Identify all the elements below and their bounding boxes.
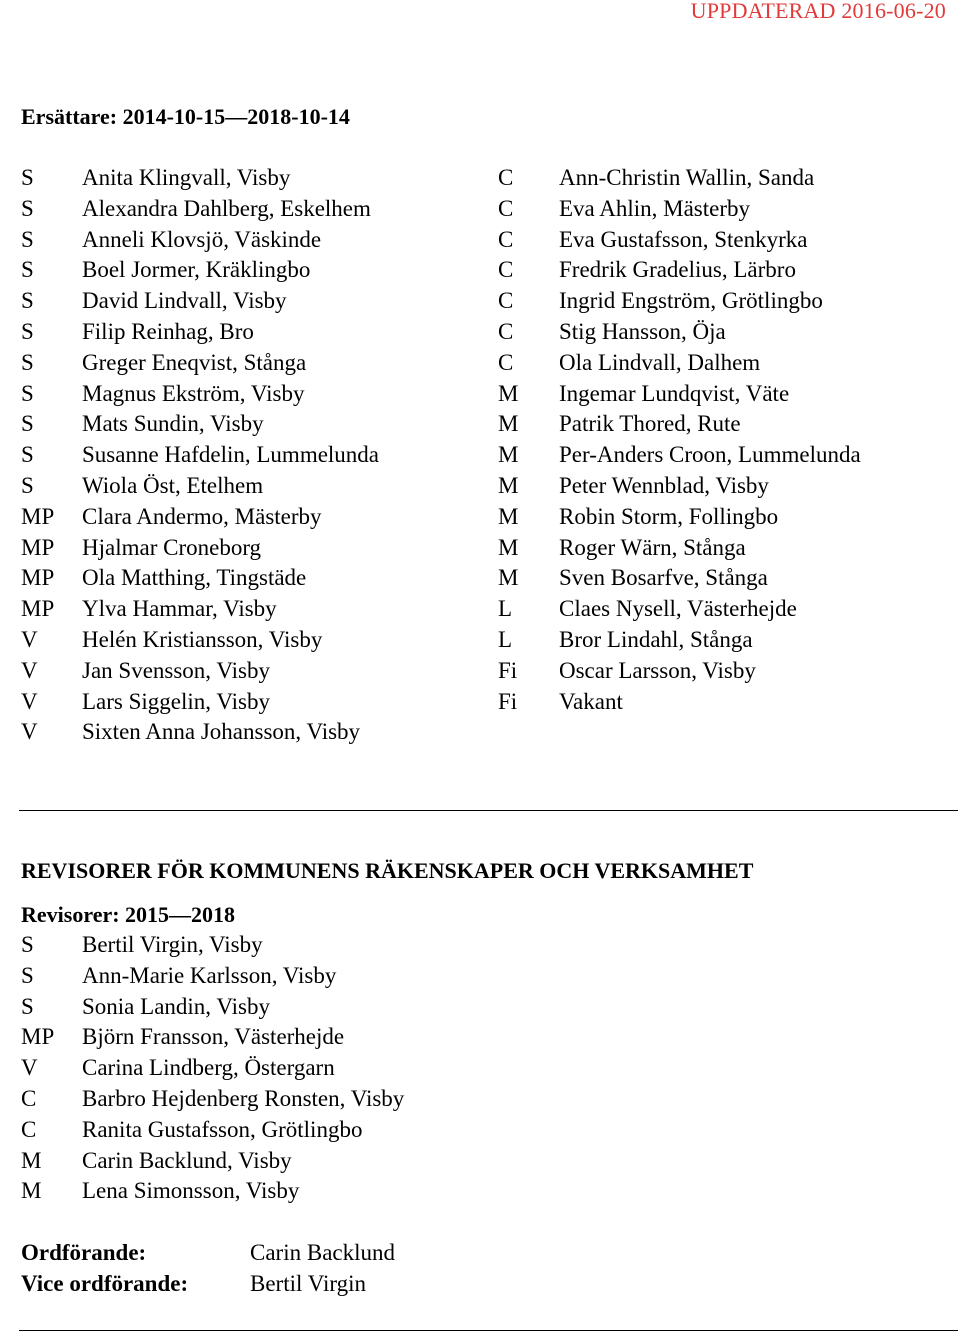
party-code: L [498, 596, 513, 622]
list-item [21, 379, 379, 410]
party-code: C [21, 1116, 37, 1142]
member-name: Peter Wennblad, Visby [559, 472, 769, 498]
party-code: M [21, 1147, 42, 1173]
member-name: Robin Storm, Follingbo [559, 503, 779, 529]
member-name: Anneli Klovsjö, Väskinde [82, 226, 322, 252]
substitutes-right-column [498, 163, 861, 717]
chair-row [21, 1238, 395, 1269]
member-name: Claes Nysell, Västerhejde [559, 596, 797, 622]
list-item [21, 656, 379, 687]
party-code: C [21, 1085, 37, 1111]
list-item [498, 255, 861, 286]
member-name: Hjalmar Croneborg [82, 534, 262, 560]
party-code: M [498, 503, 519, 529]
party-code: C [498, 226, 514, 252]
list-item [21, 1146, 404, 1177]
party-code: S [21, 442, 34, 468]
member-name: Filip Reinhag, Bro [82, 318, 254, 344]
auditor-roles [21, 1238, 395, 1300]
party-code: V [21, 1055, 38, 1081]
party-code: C [498, 288, 514, 314]
member-name: Bror Lindahl, Stånga [559, 626, 753, 652]
list-item [21, 409, 379, 440]
member-name: Ola Lindvall, Dalhem [559, 349, 761, 375]
member-name: Ylva Hammar, Visby [82, 596, 277, 622]
party-code: MP [21, 596, 55, 622]
substitutes-heading: Ersättare: 2014-10-15—2018-10-14 [21, 104, 350, 129]
list-item [21, 687, 379, 718]
party-code: S [21, 411, 34, 437]
member-name: Ola Matthing, Tingstäde [82, 565, 307, 591]
member-name: Barbro Hejdenberg Ronsten, Visby [82, 1085, 405, 1111]
party-code: V [21, 719, 38, 745]
party-code: MP [21, 503, 55, 529]
list-item [498, 471, 861, 502]
list-item [498, 348, 861, 379]
list-item [498, 625, 861, 656]
member-name: Sonia Landin, Visby [82, 993, 270, 1019]
party-code: M [498, 565, 519, 591]
party-code: Fi [498, 688, 518, 714]
auditors-list [21, 930, 404, 1207]
member-name: Ann-Christin Wallin, Sanda [559, 165, 815, 190]
party-code: C [498, 349, 514, 375]
list-item [21, 1115, 404, 1146]
member-name: Greger Eneqvist, Stånga [82, 349, 307, 375]
list-item [498, 409, 861, 440]
list-item [498, 563, 861, 594]
list-item [21, 255, 379, 286]
party-code: S [21, 226, 34, 252]
auditors-heading: REVISORER FÖR KOMMUNENS RÄKENSKAPER OCH VERKSAMHET [21, 858, 754, 883]
member-name: Björn Fransson, Västerhejde [82, 1024, 345, 1050]
substitutes-left-column [21, 163, 379, 748]
member-name: Jan Svensson, Visby [82, 657, 270, 683]
member-name: Helén Kristiansson, Visby [82, 626, 323, 652]
party-code: S [21, 288, 34, 314]
party-code: S [21, 472, 34, 498]
section-divider [19, 810, 958, 811]
list-item [21, 1053, 404, 1084]
list-item [21, 1022, 404, 1053]
list-item [21, 992, 404, 1023]
list-item [21, 563, 379, 594]
party-code: S [21, 349, 34, 375]
member-name: Per-Anders Croon, Lummelunda [559, 442, 861, 468]
member-name: Ann-Marie Karlsson, Visby [82, 962, 337, 988]
party-code: M [498, 380, 519, 406]
party-code: V [21, 626, 38, 652]
member-name: Bertil Virgin, Visby [82, 932, 263, 957]
list-item [21, 1176, 404, 1207]
party-code: M [498, 534, 519, 560]
party-code: M [498, 442, 519, 468]
member-name: Boel Jormer, Kräklingbo [82, 257, 311, 283]
member-name: Roger Wärn, Stånga [559, 534, 746, 560]
list-item [21, 440, 379, 471]
list-item [21, 286, 379, 317]
party-code: V [21, 657, 38, 683]
member-name: Mats Sundin, Visby [82, 411, 264, 437]
party-code: S [21, 257, 34, 283]
vice-chair-row [21, 1269, 395, 1300]
member-name: Carina Lindberg, Östergarn [82, 1055, 335, 1081]
member-name: Anita Klingvall, Visby [82, 165, 291, 190]
member-name: Ingrid Engström, Grötlingbo [559, 288, 823, 314]
list-item [498, 163, 861, 194]
list-item [498, 317, 861, 348]
party-code: M [498, 472, 519, 498]
member-name: Susanne Hafdelin, Lummelunda [82, 442, 380, 468]
party-code: MP [21, 1024, 55, 1050]
list-item [21, 930, 404, 961]
vice-chair-label: Vice ordförande: [21, 1270, 189, 1296]
party-code: MP [21, 565, 55, 591]
member-name: Magnus Ekström, Visby [82, 380, 305, 406]
party-code: S [21, 993, 34, 1019]
list-item [21, 594, 379, 625]
list-item [498, 194, 861, 225]
member-name: Wiola Öst, Etelhem [82, 472, 264, 498]
member-name: Stig Hansson, Öja [559, 318, 726, 344]
member-name: Lars Siggelin, Visby [82, 688, 270, 714]
vice-chair-name: Bertil Virgin [250, 1270, 366, 1296]
party-code: Fi [498, 657, 518, 683]
member-name: Sixten Anna Johansson, Visby [82, 719, 361, 745]
party-code: S [21, 195, 34, 221]
list-item [21, 163, 379, 194]
list-item [498, 225, 861, 256]
party-code: MP [21, 534, 55, 560]
member-name: Clara Andermo, Mästerby [82, 503, 322, 529]
party-code: C [498, 257, 514, 283]
party-code: S [21, 962, 34, 988]
member-name: Fredrik Gradelius, Lärbro [559, 257, 796, 283]
member-name: Vakant [559, 688, 623, 714]
list-item [498, 379, 861, 410]
party-code: C [498, 165, 514, 190]
party-code: C [498, 318, 514, 344]
list-item [21, 317, 379, 348]
party-code: M [21, 1178, 42, 1204]
member-name: Carin Backlund, Visby [82, 1147, 292, 1173]
party-code: M [498, 411, 519, 437]
party-code: S [21, 380, 34, 406]
list-item [21, 194, 379, 225]
updated-date-label: UPPDATERAD 2016-06-20 [690, 0, 946, 23]
member-name: Sven Bosarfve, Stånga [559, 565, 768, 591]
party-code: V [21, 688, 38, 714]
chair-name: Carin Backlund [250, 1240, 395, 1265]
list-item [21, 533, 379, 564]
list-item [21, 717, 379, 748]
list-item [498, 594, 861, 625]
list-item [498, 533, 861, 564]
member-name: Ranita Gustafsson, Grötlingbo [82, 1116, 363, 1142]
member-name: Lena Simonsson, Visby [82, 1178, 300, 1204]
chair-label: Ordförande: [21, 1240, 147, 1265]
party-code: S [21, 932, 34, 957]
list-item [498, 502, 861, 533]
party-code: L [498, 626, 513, 652]
bottom-divider [19, 1330, 958, 1331]
list-item [498, 286, 861, 317]
list-item [498, 656, 861, 687]
member-name: Eva Ahlin, Mästerby [559, 195, 750, 221]
auditors-subheading: Revisorer: 2015—2018 [21, 902, 236, 927]
list-item [21, 625, 379, 656]
member-name: Ingemar Lundqvist, Väte [559, 380, 790, 406]
list-item [21, 1084, 404, 1115]
member-name: Oscar Larsson, Visby [559, 657, 756, 683]
member-name: Alexandra Dahlberg, Eskelhem [82, 195, 371, 221]
list-item [498, 687, 861, 718]
member-name: Patrik Thored, Rute [559, 411, 741, 437]
list-item [21, 348, 379, 379]
list-item [21, 471, 379, 502]
list-item [21, 961, 404, 992]
member-name: Eva Gustafsson, Stenkyrka [559, 226, 808, 252]
member-name: David Lindvall, Visby [82, 288, 287, 314]
list-item [498, 440, 861, 471]
party-code: C [498, 195, 514, 221]
party-code: S [21, 165, 34, 190]
list-item [21, 225, 379, 256]
party-code: S [21, 318, 34, 344]
list-item [21, 502, 379, 533]
